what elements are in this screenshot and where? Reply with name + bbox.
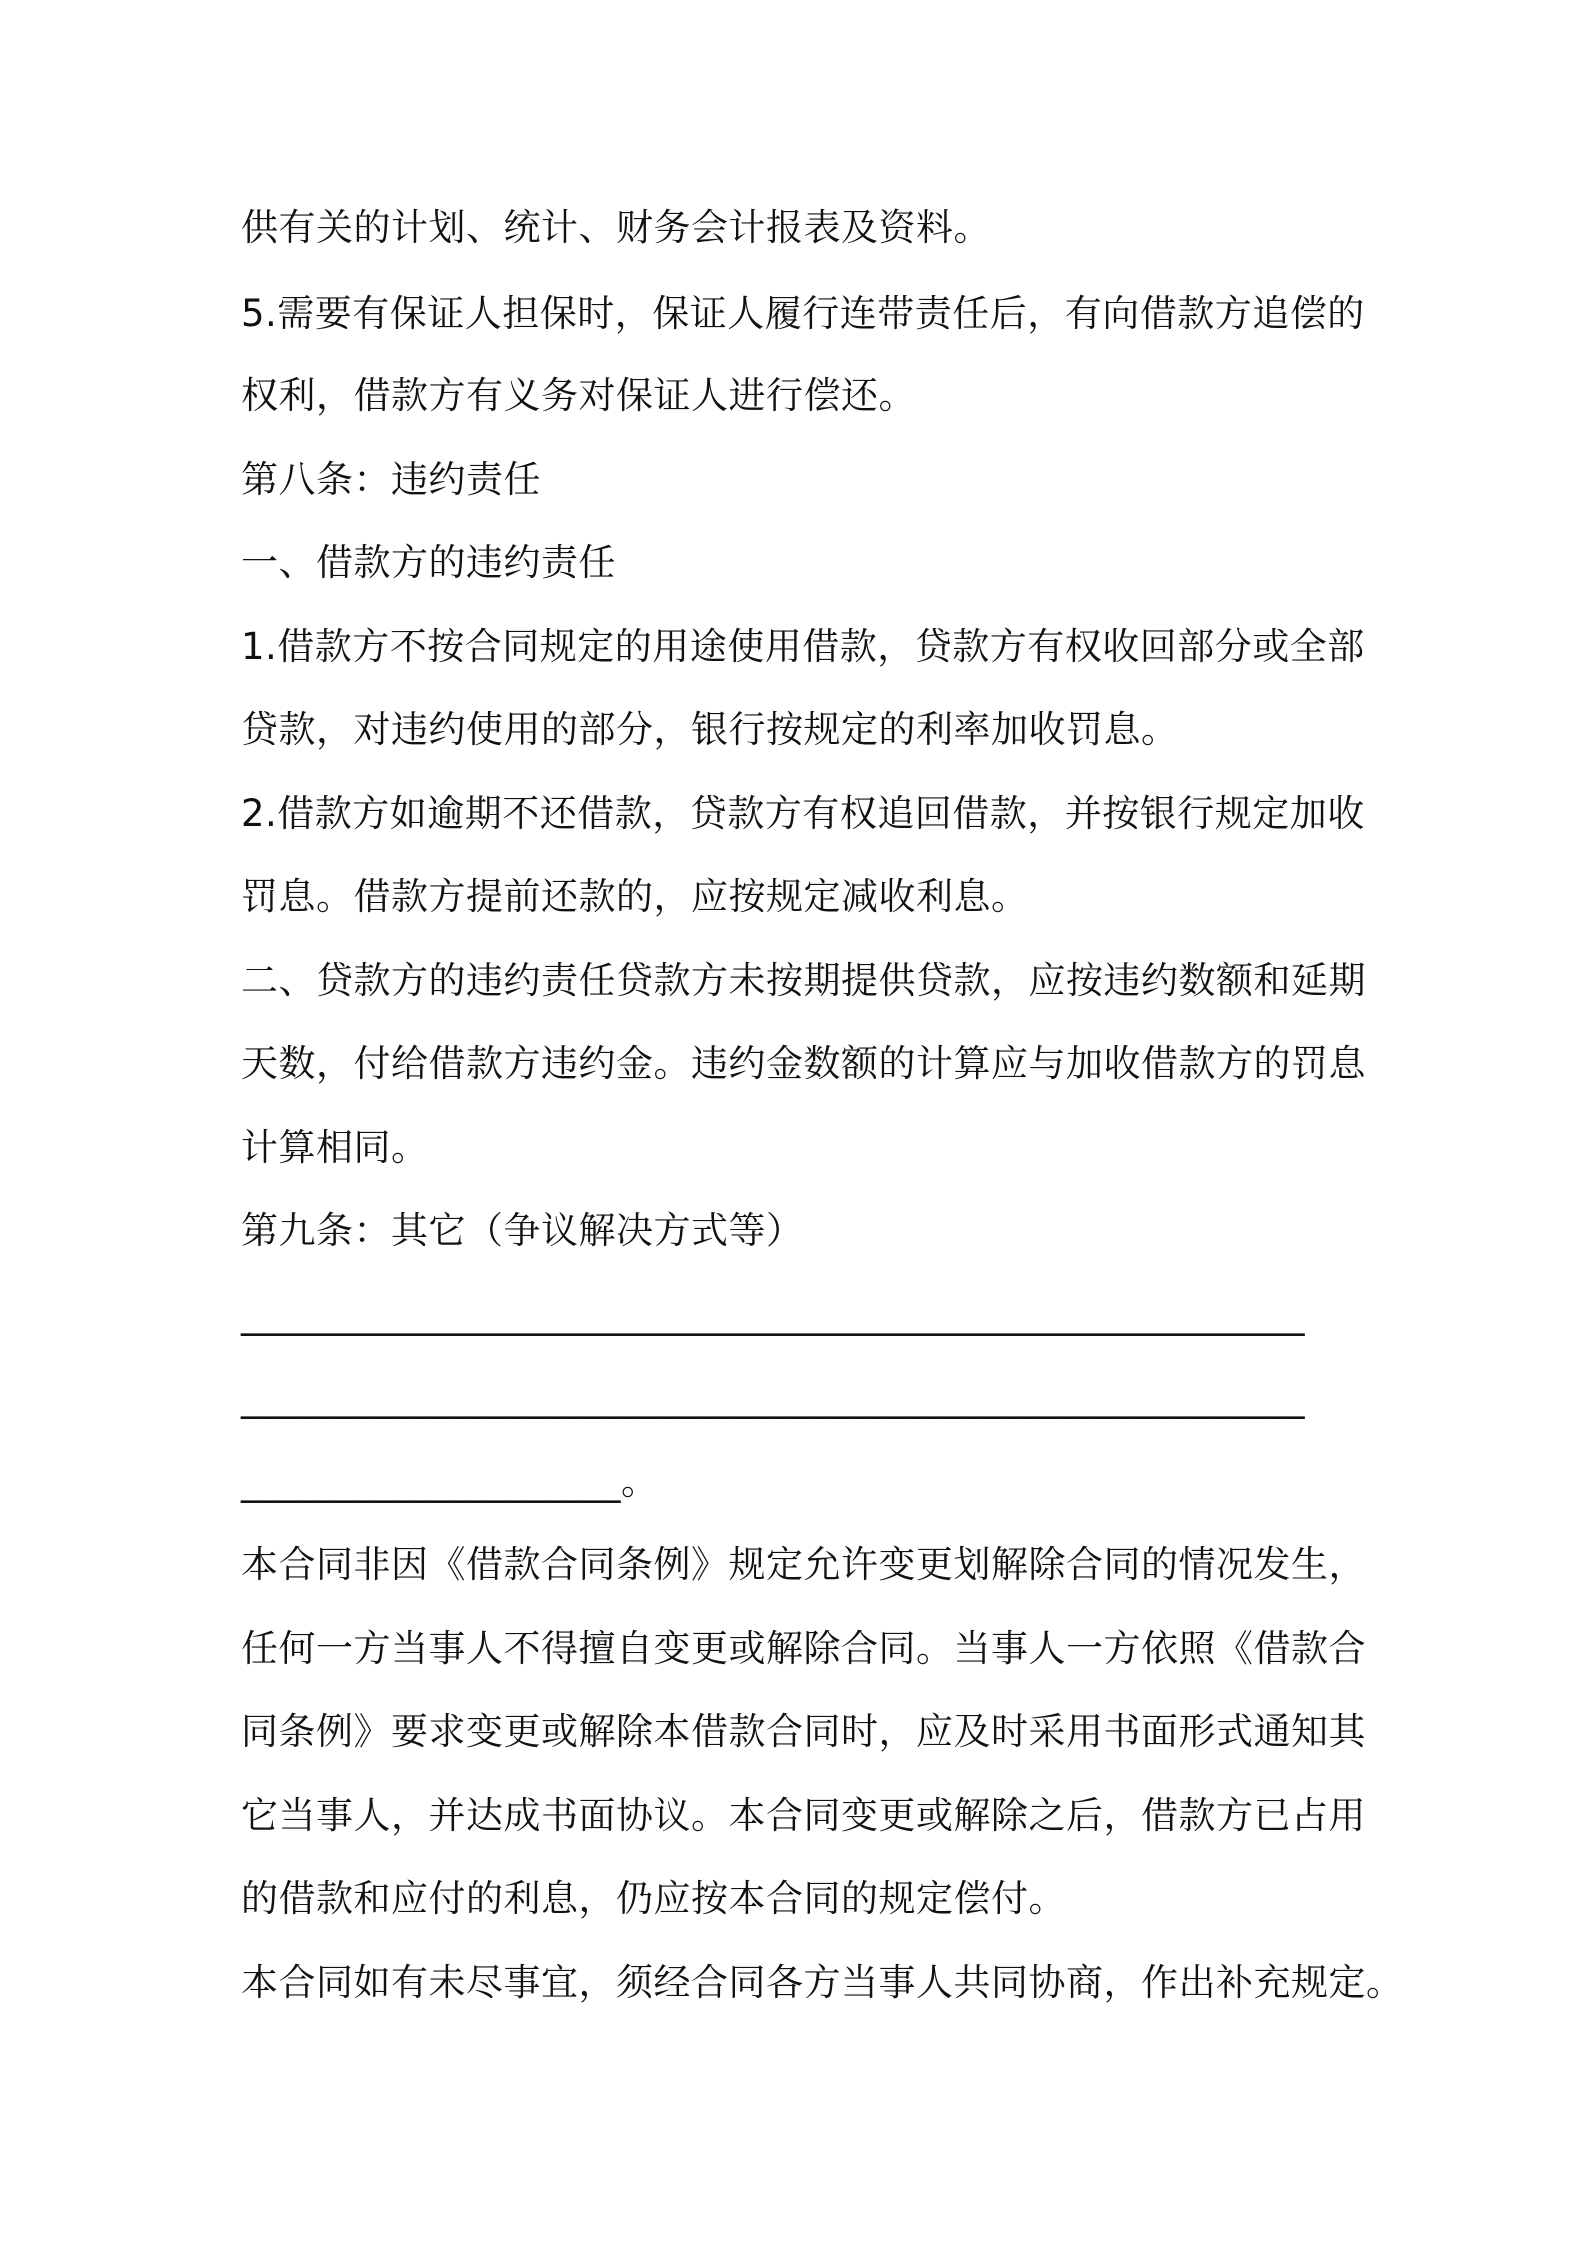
paragraph-line: 1.借款方不按合同规定的用途使用借款，贷款方有权收回部分或全部 [241, 625, 1365, 668]
paragraph-line: 天数，付给借款方违约金。违约金数额的计算应与加收借款方的罚息 [241, 1042, 1366, 1085]
paragraph-line: 的借款和应付的利息，仍应按本合同的规定偿付。 [241, 1877, 1066, 1920]
blank-fill-line: ________________________________________________________ [241, 1376, 1305, 1419]
section-heading: 第八条：违约责任 [241, 458, 541, 501]
paragraph-line: 同条例》要求变更或解除本借款合同时，应及时采用书面形式通知其 [241, 1710, 1366, 1753]
paragraph-line: 供有关的计划、统计、财务会计报表及资料。 [241, 206, 991, 249]
paragraph-line: 罚息。借款方提前还款的，应按规定减收利息。 [241, 875, 1029, 918]
subsection-heading: 一、借款方的违约责任 [241, 541, 616, 584]
paragraph-line: 权利，借款方有义务对保证人进行偿还。 [241, 374, 916, 417]
paragraph-line: 本合同如有未尽事宜，须经合同各方当事人共同协商，作出补充规定。 [241, 1961, 1404, 2004]
blank-fill-line: ________________________________________________________ [241, 1293, 1305, 1336]
paragraph-line: 它当事人，并达成书面协议。本合同变更或解除之后，借款方已占用 [241, 1794, 1366, 1837]
paragraph-line: 本合同非因《借款合同条例》规定允许变更划解除合同的情况发生， [241, 1543, 1366, 1586]
paragraph-line: 2.借款方如逾期不还借款，贷款方有权追回借款，并按银行规定加收 [241, 792, 1365, 835]
paragraph-line: 计算相同。 [241, 1126, 429, 1169]
paragraph-line: 贷款，对违约使用的部分，银行按规定的利率加收罚息。 [241, 708, 1179, 751]
paragraph-line: 5.需要有保证人担保时，保证人履行连带责任后，有向借款方追偿的 [241, 292, 1365, 335]
section-heading: 第九条：其它（争议解决方式等） [241, 1209, 804, 1252]
paragraph-line: 任何一方当事人不得擅自变更或解除合同。当事人一方依照《借款合 [241, 1627, 1366, 1670]
paragraph-line: 二、贷款方的违约责任贷款方未按期提供贷款，应按违约数额和延期 [241, 959, 1366, 1002]
blank-fill-line: ____________________。 [241, 1460, 659, 1503]
